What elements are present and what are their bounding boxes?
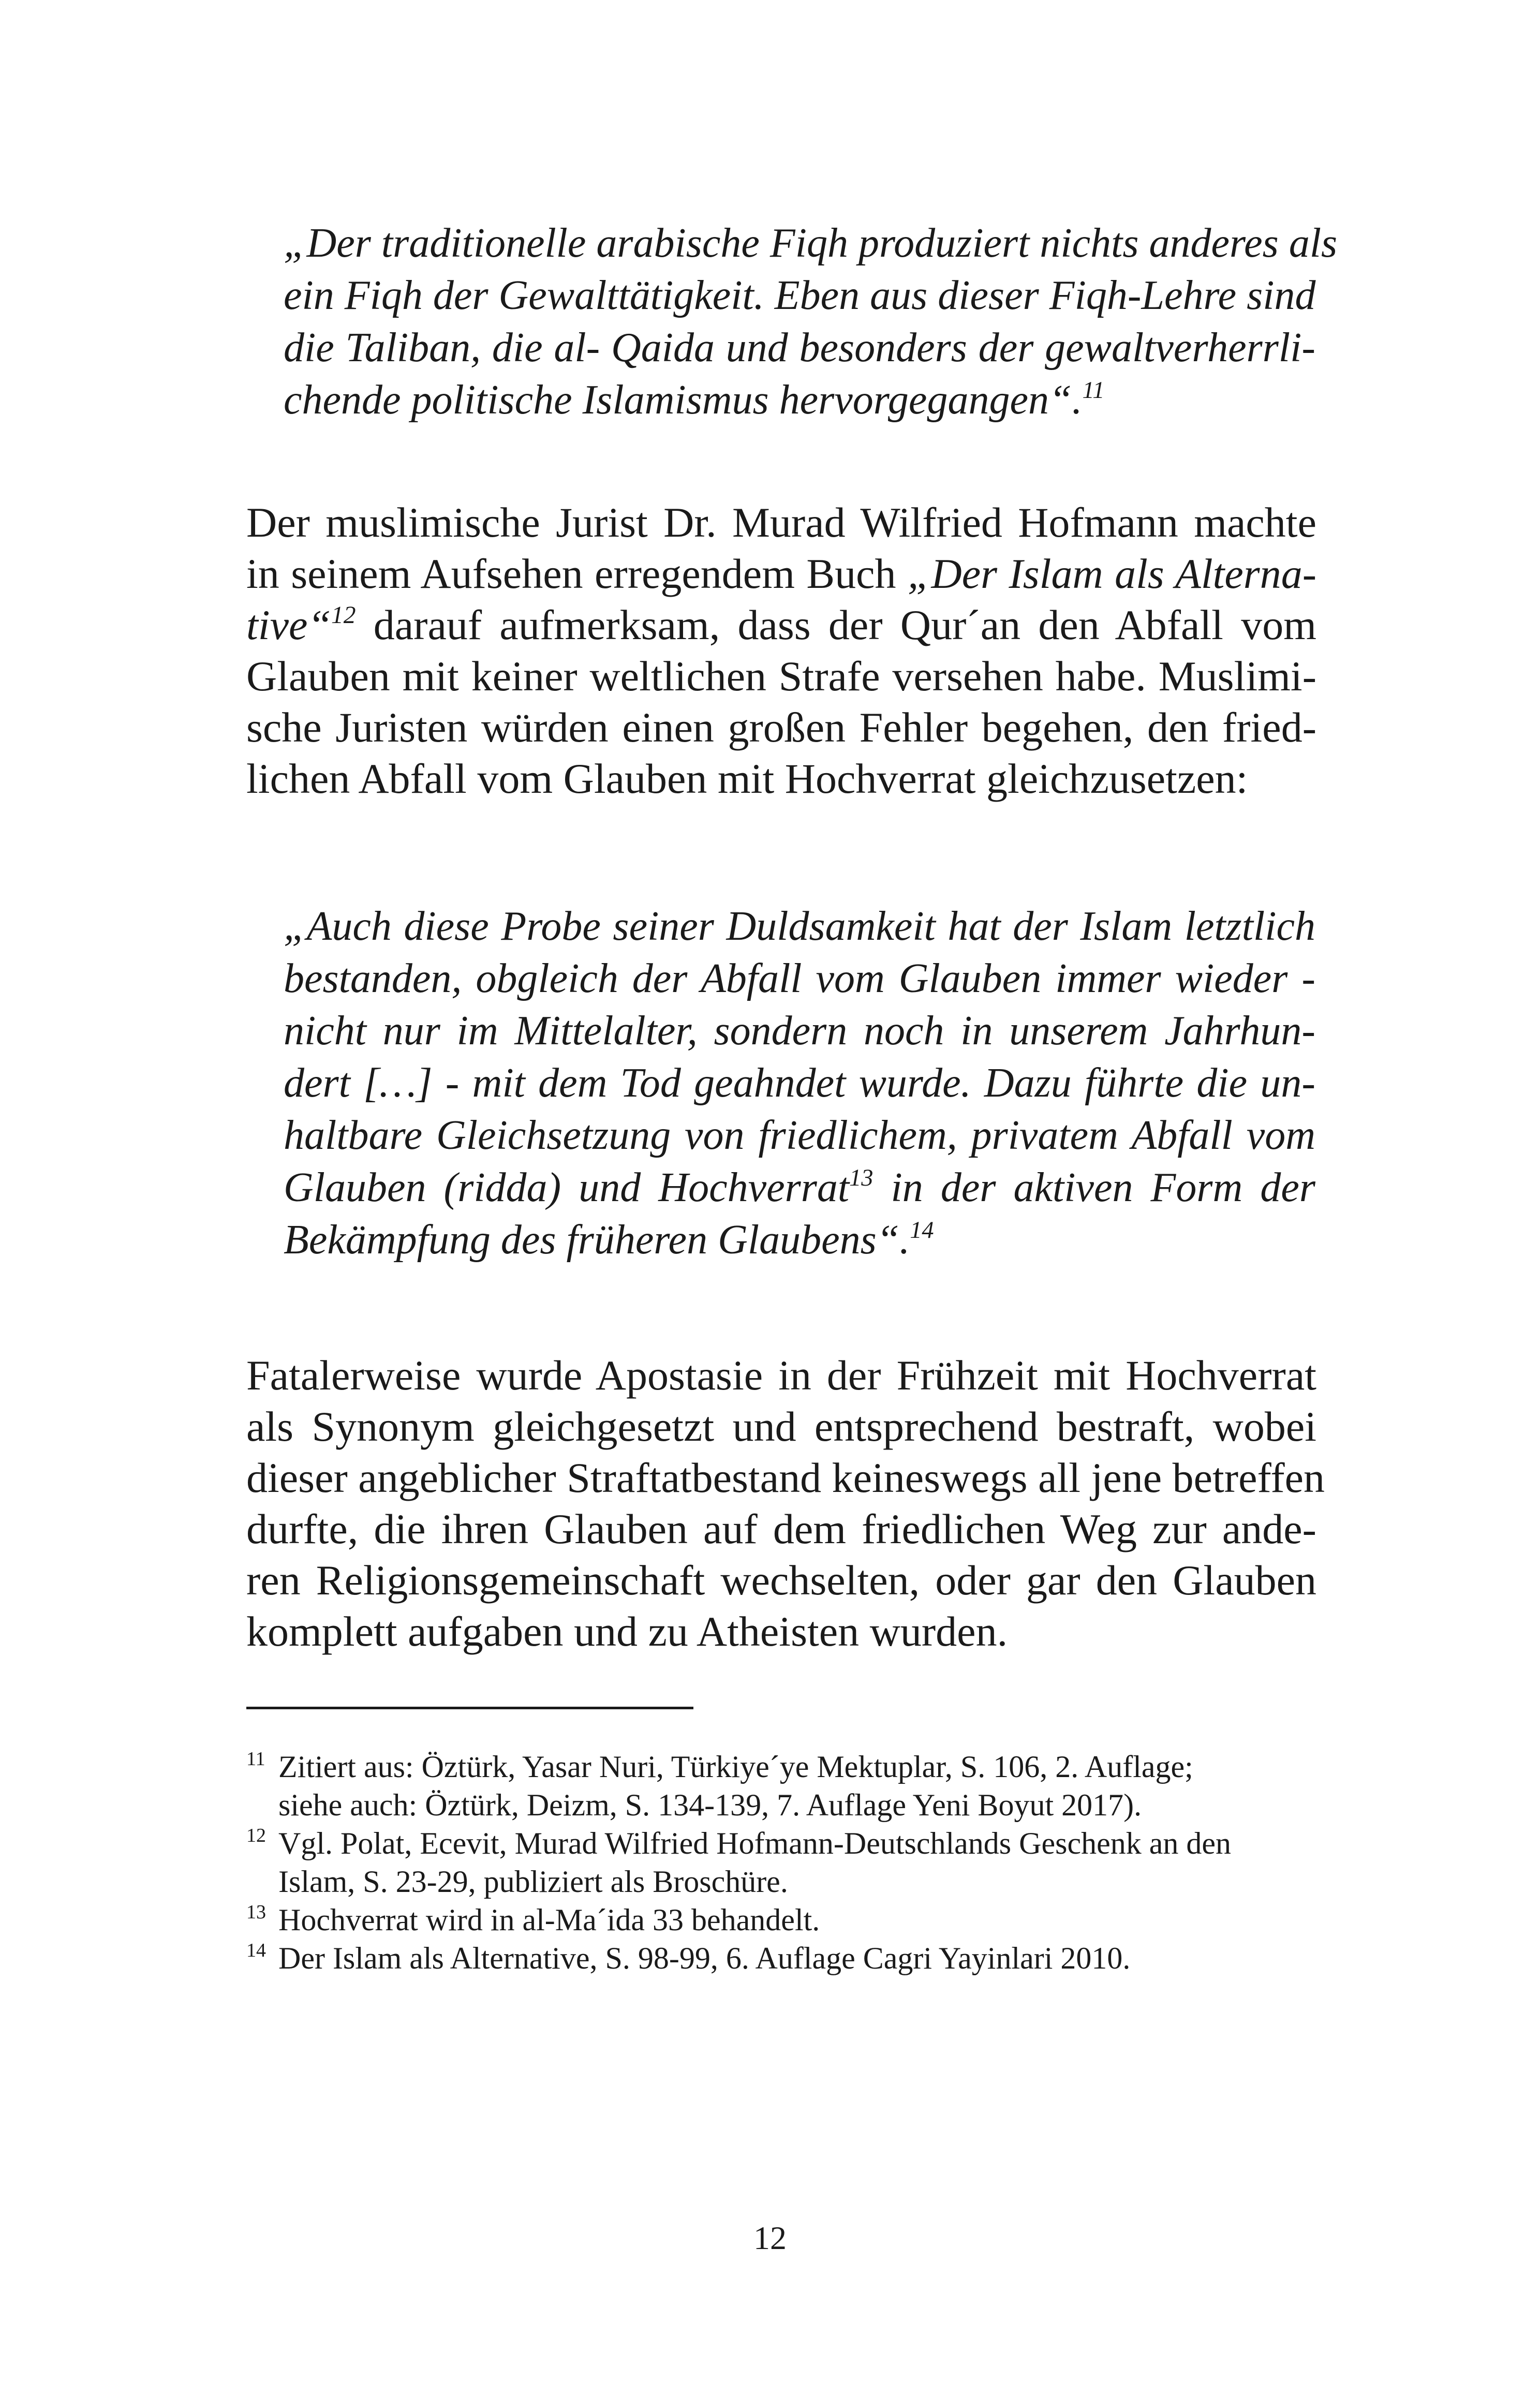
quote-line-text: chende politische Islamismus hervorgegangen“.: [284, 377, 1083, 423]
paragraph-line-text: in seinem Aufsehen erregendem Buch: [246, 550, 908, 597]
quote-line: bestanden, obgleich der Abfall vom Glauben immer wieder -: [284, 956, 1315, 1001]
footnote-line: Zitiert aus: Öztürk, Yasar Nuri, Türkiye´ye Mektuplar, S. 106, 2. Auflage;: [278, 1750, 1193, 1784]
paragraph-line: Der muslimische Jurist Dr. Murad Wilfried Hofmann machte: [246, 499, 1316, 546]
footnotes-list: [246, 1748, 1323, 1977]
footnote-line: Der Islam als Alternative, S. 98-99, 6. Auflage Cagri Yayinlari 2010.: [278, 1941, 1131, 1975]
footnote-line: Islam, S. 23-29, publiziert als Broschüre.: [278, 1865, 788, 1899]
footnote-number: 13: [246, 1901, 266, 1923]
footnote-number: 14: [246, 1940, 266, 1961]
footnote-12: [246, 1824, 1323, 1901]
quote-line: [284, 1162, 1315, 1214]
block-quote-duldsamkeit: [284, 900, 1315, 1266]
paragraph-apostasie: [246, 1350, 1325, 1657]
footnote-line: siehe auch: Öztürk, Deizm, S. 134-139, 7. Auflage Yeni Boyut 2017).: [278, 1788, 1142, 1822]
quote-line-text: in der aktiven Form der: [873, 1165, 1315, 1210]
block-quote-fiqh: [284, 217, 1338, 426]
paragraph-line-last: lichen Abfall vom Glauben mit Hochverrat gleichzusetzen:: [246, 755, 1248, 802]
footnote-ref-14[interactable]: 14: [910, 1217, 934, 1244]
quote-line-text: Glauben (ridda) und Hochverrat: [284, 1165, 850, 1210]
paragraph-line: [246, 599, 1316, 650]
paragraph-line-last: komplett aufgaben und zu Atheisten wurden.: [246, 1608, 1008, 1655]
paragraph-line: [246, 548, 1316, 599]
quote-line-last: [284, 1214, 1315, 1266]
quote-line: ein Fiqh der Gewalttätigkeit. Eben aus dieser Fiqh-Lehre sind: [284, 273, 1316, 318]
paragraph-line: sche Juristen würden einen großen Fehler begehen, den fried-: [246, 704, 1316, 751]
book-title-italic: tive“: [246, 601, 331, 648]
paragraph-line: Glauben mit keiner weltlichen Strafe versehen habe. Muslimi-: [246, 653, 1316, 700]
quote-line: „Der traditionelle arabische Fiqh produziert nichts anderes als: [284, 220, 1338, 266]
footnote-14: [246, 1939, 1323, 1977]
footnote-11: [246, 1748, 1323, 1824]
book-title-italic: „Der Islam als Alterna-: [907, 550, 1317, 597]
paragraph-line: durfte, die ihren Glauben auf dem friedlichen Weg zur ande-: [246, 1505, 1316, 1552]
paragraph-line: ren Religionsgemeinschaft wechselten, oder gar den Glauben: [246, 1557, 1316, 1604]
quote-line: haltbare Gleichsetzung von friedlichem, privatem Abfall vom: [284, 1113, 1315, 1158]
quote-line: dert […] - mit dem Tod geahndet wurde. Dazu führte die un-: [284, 1060, 1315, 1106]
quote-line: „Auch diese Probe seiner Duldsamkeit hat der Islam letztlich: [284, 904, 1315, 949]
footnote-number: 11: [246, 1748, 265, 1770]
footnote-ref-11[interactable]: 11: [1082, 377, 1105, 404]
footnote-13: [246, 1901, 1323, 1939]
paragraph-line-text: darauf aufmerksam, dass der Qur´an den Abfall vom: [356, 601, 1316, 648]
paragraph-hofmann: [246, 497, 1316, 804]
paragraph-line: dieser angeblicher Straftatbestand keineswegs all jene betreffen: [246, 1454, 1325, 1501]
paragraph-line: Fatalerweise wurde Apostasie in der Frühzeit mit Hochverrat: [246, 1352, 1316, 1399]
quote-line: die Taliban, die al- Qaida und besonders der gewaltverherrli-: [284, 325, 1315, 371]
footnote-ref-12[interactable]: 12: [331, 602, 356, 629]
footnote-number: 12: [246, 1825, 266, 1846]
page-number: 12: [753, 2220, 787, 2256]
footnote-line: Hochverrat wird in al-Ma´ida 33 behandelt.: [278, 1903, 820, 1937]
paragraph-line: als Synonym gleichgesetzt und entsprechend bestraft, wobei: [246, 1403, 1316, 1450]
footnote-ref-13[interactable]: 13: [849, 1164, 873, 1191]
quote-line-text: Bekämpfung des früheren Glaubens“.: [284, 1217, 910, 1263]
footnote-separator: [246, 1707, 693, 1709]
footnote-line: Vgl. Polat, Ecevit, Murad Wilfried Hofmann-Deutschlands Geschenk an den: [278, 1826, 1231, 1860]
quote-line-last: [284, 374, 1315, 426]
quote-line: nicht nur im Mittelalter, sondern noch in unserem Jahrhun-: [284, 1008, 1315, 1054]
